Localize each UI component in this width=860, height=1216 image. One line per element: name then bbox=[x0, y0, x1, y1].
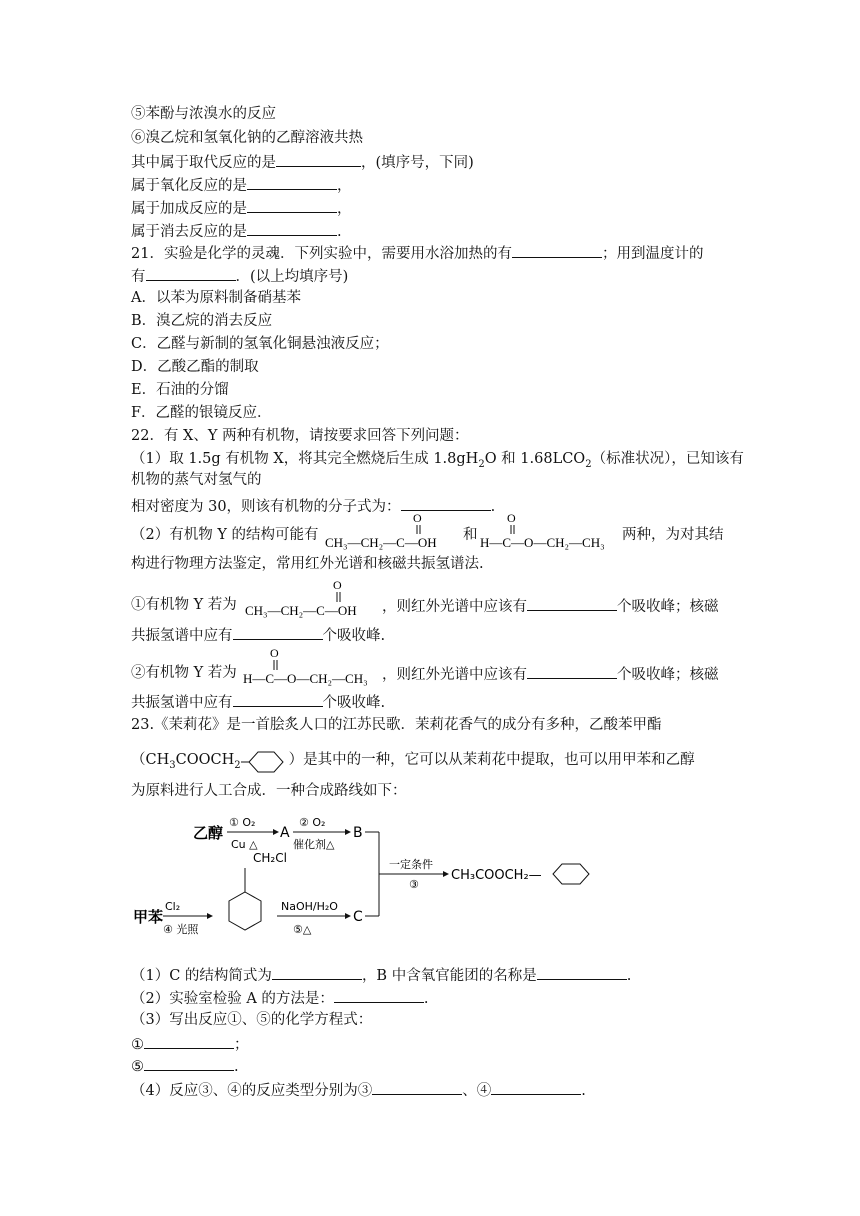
step1-condition: Cu △ bbox=[231, 838, 258, 851]
text: （2）实验室检验 A 的方法是： bbox=[131, 991, 334, 1007]
q23-line3: 为原料进行人工合成．一种合成路线如下： bbox=[131, 783, 407, 799]
text: 个吸收峰. bbox=[322, 628, 386, 644]
subscript: 2 bbox=[234, 759, 241, 771]
q22-p2-line1 bbox=[131, 525, 319, 545]
answer-blank[interactable] bbox=[334, 987, 424, 1003]
q23-q3-b bbox=[131, 1055, 239, 1077]
product-formula: CH₃COOCH₂— bbox=[451, 868, 542, 883]
q21-option-f: F．乙醛的银镜反应． bbox=[131, 405, 272, 421]
text: 属于氧化反应的是 bbox=[131, 178, 247, 194]
text: ，B 中含氧官能团的名称是 bbox=[361, 968, 537, 984]
text: 个吸收峰. bbox=[322, 695, 386, 711]
q22-s1-line2 bbox=[131, 624, 385, 646]
compound-b: B bbox=[353, 825, 363, 841]
step2-reagent: ② O₂ bbox=[299, 816, 326, 829]
q21-line2 bbox=[131, 265, 348, 287]
text: 共振氢谱中应有 bbox=[131, 628, 233, 644]
ester-formula-text: H—C—O—CH₂—CH₃ bbox=[243, 671, 368, 686]
q21-option-e: E．石油的分馏 bbox=[131, 382, 229, 398]
step5-condition: ⑤△ bbox=[293, 923, 312, 936]
answer-blank[interactable] bbox=[233, 691, 323, 707]
answer-blank[interactable] bbox=[401, 495, 491, 511]
q20-item5: ⑤苯酚与浓溴水的反应 bbox=[131, 106, 276, 122]
text: 属于加成反应的是 bbox=[131, 201, 247, 217]
text: 21．实验是化学的灵魂．下列实验中，需要用水浴加热的有 bbox=[131, 246, 512, 262]
q22-p1-line2: 机物的蒸气对氢气的 bbox=[131, 472, 262, 488]
and-word: 和 bbox=[463, 527, 478, 543]
carbonyl-o: O bbox=[270, 646, 279, 660]
acid-formula-text: CH₃—CH₂—C—OH bbox=[245, 603, 357, 618]
text: ， bbox=[337, 201, 352, 217]
q20-item6: ⑥溴乙烷和氢氧化钠的乙醇溶液共热 bbox=[131, 130, 363, 146]
answer-blank[interactable] bbox=[512, 242, 602, 258]
carbonyl-o: O bbox=[413, 511, 422, 525]
q23-q3: （3）写出反应①、⑤的化学方程式： bbox=[131, 1012, 373, 1028]
q23-q2 bbox=[131, 987, 429, 1009]
q23-q1 bbox=[131, 964, 631, 986]
answer-blank[interactable] bbox=[247, 174, 337, 190]
text: O 和 1.68LCO bbox=[484, 451, 586, 467]
text: ⑤ bbox=[131, 1059, 144, 1075]
synthesis-scheme bbox=[131, 812, 601, 952]
text: . bbox=[626, 968, 632, 984]
text: 其中属于取代反应的是 bbox=[131, 155, 276, 171]
q23-q4 bbox=[131, 1079, 586, 1101]
text: . bbox=[423, 991, 429, 1007]
benzene-ring-inline bbox=[241, 750, 289, 770]
text: （1）C 的结构简式为 bbox=[131, 968, 272, 984]
q22-p2-line2: 构进行物理方法鉴定，常用红外光谱和核磁共振氢谱法. bbox=[131, 556, 484, 572]
text: 共振氢谱中应有 bbox=[131, 695, 233, 711]
q20-substitution-line bbox=[131, 151, 474, 173]
step3-number: ③ bbox=[409, 878, 419, 891]
subscript: 2 bbox=[478, 458, 485, 470]
subscript: 3 bbox=[169, 759, 176, 771]
text: ；用到温度计的 bbox=[601, 246, 704, 262]
answer-blank[interactable] bbox=[491, 1079, 581, 1095]
q20-oxidation-line bbox=[131, 174, 352, 196]
q21-option-b: B．溴乙烷的消去反应 bbox=[131, 313, 273, 329]
compound-c: C bbox=[353, 909, 363, 925]
text: ）是其中的一种，它可以从茉莉花中提取，也可以用甲苯和乙醇 bbox=[288, 752, 695, 768]
q22-s1-rest bbox=[382, 595, 719, 617]
toluene-label: 甲苯 bbox=[133, 908, 164, 926]
text: （2）有机物 Y 的结构可能有 bbox=[131, 527, 319, 543]
subscript: 2 bbox=[585, 458, 592, 470]
answer-blank[interactable] bbox=[527, 663, 617, 679]
text: ．(以上均填序号) bbox=[235, 269, 349, 285]
q22-s2-rest bbox=[382, 663, 719, 685]
text: ① bbox=[131, 1037, 144, 1053]
q21-line1 bbox=[131, 242, 703, 264]
answer-blank[interactable] bbox=[247, 220, 337, 236]
ethanol-label: 乙醇 bbox=[193, 824, 224, 842]
step4-reagent: Cl₂ bbox=[165, 900, 181, 913]
answer-blank[interactable] bbox=[537, 964, 627, 980]
q20-addition-line bbox=[131, 197, 352, 219]
step1-reagent: ① O₂ bbox=[229, 816, 256, 829]
propanoic-acid-structure-2 bbox=[245, 577, 385, 623]
q22-intro: 22．有 X、Y 两种有机物，请按要求回答下列问题： bbox=[131, 428, 469, 444]
text: （标准状况），已知该有 bbox=[591, 451, 744, 467]
q23-q3-a bbox=[131, 1033, 249, 1055]
q20-elimination-line bbox=[131, 220, 342, 242]
text: ，则红外光谱中应该有 bbox=[382, 599, 527, 615]
carbonyl-o: O bbox=[507, 511, 516, 525]
answer-blank[interactable] bbox=[233, 624, 323, 640]
text: COOCH bbox=[175, 752, 235, 768]
text: ， bbox=[337, 178, 352, 194]
acid-formula-text: CH₃—CH₂—C—OH bbox=[325, 535, 437, 550]
text: . bbox=[490, 499, 496, 515]
text: 个吸收峰；核磁 bbox=[617, 667, 719, 683]
benzyl-chloride-ch2cl: CH₂Cl bbox=[253, 851, 287, 865]
answer-blank[interactable] bbox=[527, 595, 617, 611]
ethyl-formate-structure-2 bbox=[243, 645, 388, 691]
q22-p2-post: 两种，为对其结 bbox=[622, 527, 724, 543]
answer-blank[interactable] bbox=[372, 1079, 462, 1095]
q22-s2-pre: ②有机物 Y 若为 bbox=[131, 665, 237, 681]
step2-condition: 催化剂△ bbox=[293, 838, 335, 851]
q21-option-a: A．以苯为原料制备硝基苯 bbox=[131, 290, 301, 306]
text: ，则红外光谱中应该有 bbox=[382, 667, 527, 683]
ethyl-formate-structure bbox=[480, 510, 620, 554]
step5-reagent: NaOH/H₂O bbox=[281, 900, 338, 913]
text: 属于消去反应的是 bbox=[131, 224, 247, 240]
text: 、④ bbox=[462, 1083, 492, 1099]
compound-a: A bbox=[280, 825, 290, 841]
step4-condition: ④ 光照 bbox=[163, 923, 199, 936]
step3-condition: 一定条件 bbox=[389, 858, 433, 871]
propanoic-acid-structure bbox=[325, 510, 465, 554]
ester-formula-text: H—C—O—CH₂—CH₃ bbox=[480, 535, 605, 550]
answer-blank[interactable] bbox=[276, 151, 361, 167]
text: （4）反应③、④的反应类型分别为③ bbox=[131, 1083, 373, 1099]
answer-blank[interactable] bbox=[146, 265, 236, 281]
text: ； bbox=[234, 1037, 249, 1053]
text: 有 bbox=[131, 269, 146, 285]
text: . bbox=[337, 224, 342, 240]
q21-option-d: D．乙酸乙酯的制取 bbox=[131, 359, 259, 375]
q21-option-c: C．乙醛与新制的氢氧化铜悬浊液反应； bbox=[131, 336, 389, 352]
carbonyl-o: O bbox=[333, 578, 342, 592]
q23-line2 bbox=[131, 750, 695, 776]
text: . bbox=[234, 1059, 239, 1075]
q23-line1: 23.《茉莉花》是一首脍炙人口的江苏民歌．茉莉花香气的成分有多种，乙酸苯甲酯 bbox=[131, 717, 662, 733]
text: （1）取 1.5g 有机物 X，将其完全燃烧后生成 1.8gH bbox=[131, 451, 479, 467]
answer-blank[interactable] bbox=[272, 964, 362, 980]
text: （CH bbox=[131, 752, 170, 768]
q22-s2-line2 bbox=[131, 691, 385, 713]
text: 个吸收峰；核磁 bbox=[617, 599, 719, 615]
text: ，(填序号，下同) bbox=[361, 155, 474, 171]
q22-s1-pre: ①有机物 Y 若为 bbox=[131, 597, 237, 613]
answer-blank[interactable] bbox=[247, 197, 337, 213]
text: 相对密度为 30，则该有机物的分子式为： bbox=[131, 499, 401, 515]
answer-blank[interactable] bbox=[144, 1055, 234, 1071]
answer-blank[interactable] bbox=[144, 1033, 234, 1049]
text: . bbox=[581, 1083, 586, 1099]
